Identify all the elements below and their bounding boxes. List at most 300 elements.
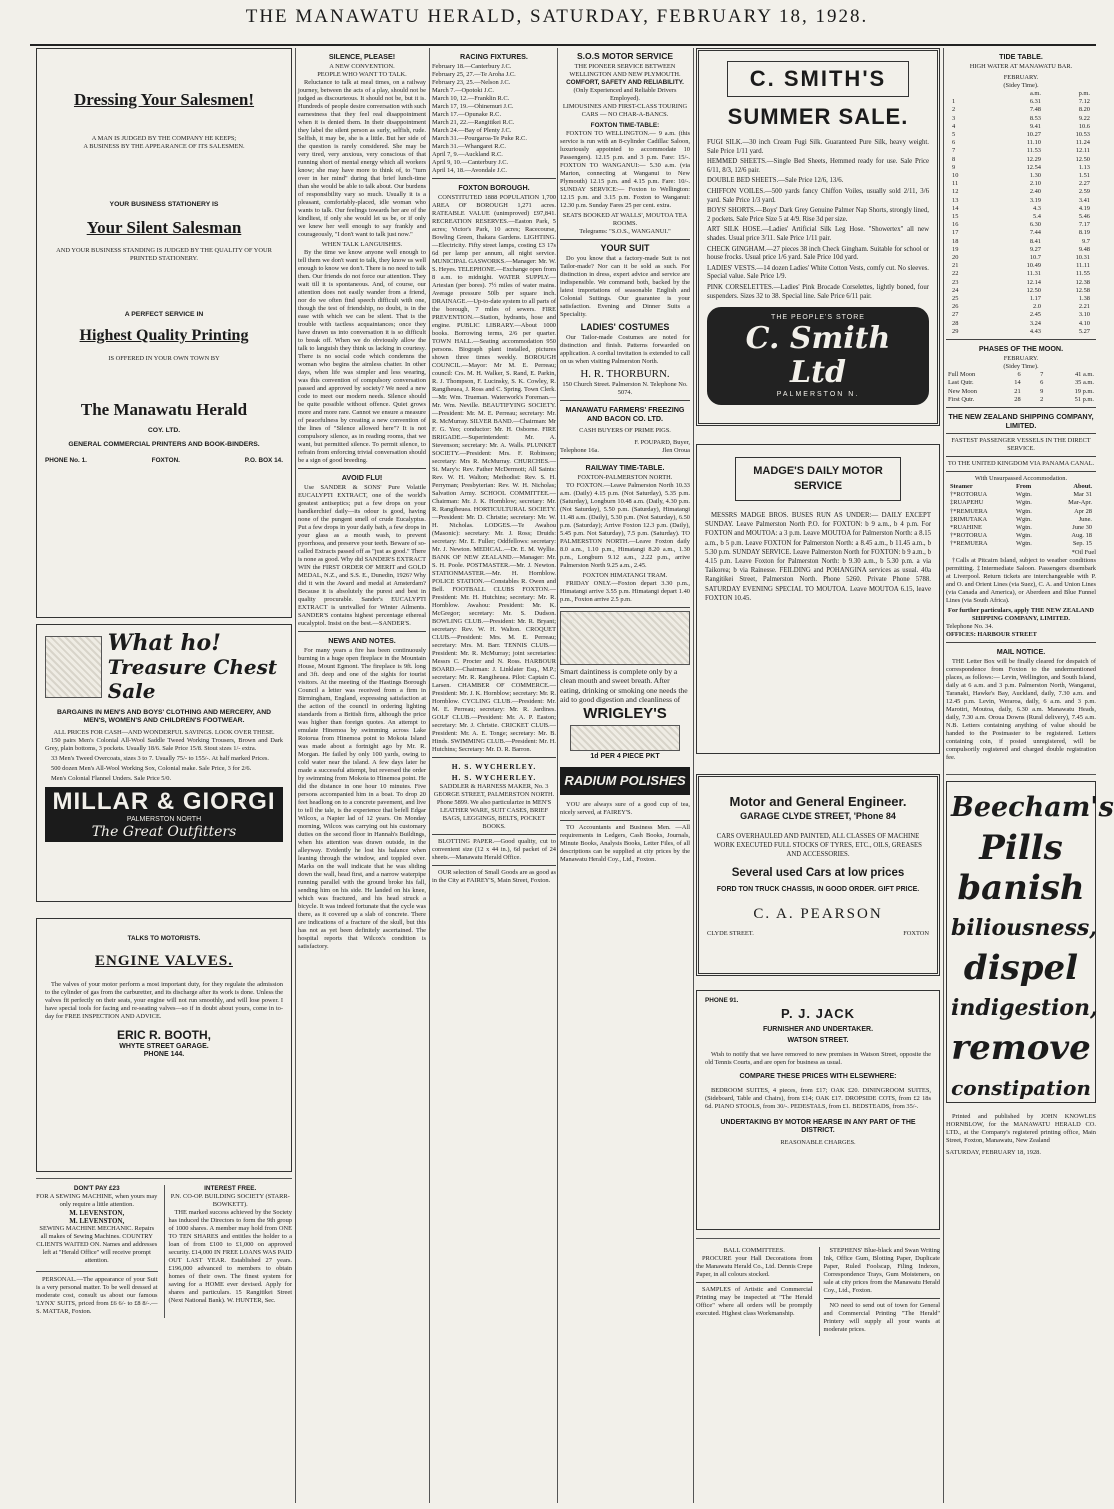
classified-stephens [819, 1247, 941, 1336]
borough-headline: FOXTON BOROUGH. [458, 183, 530, 192]
tide-row [952, 131, 1090, 139]
moon-phase: Full Moon [948, 371, 976, 379]
tide-day: 20 [952, 254, 959, 262]
ad-text: YOUR BUSINESS STATIONERY IS [109, 201, 219, 208]
tide-day: 21 [952, 262, 959, 270]
freezing-text: CASH BUYERS OF PRIME PIGS. [579, 427, 671, 434]
shipping-steamer: *RUAHINE [950, 523, 982, 531]
ad-text: CARS OVERHAULED AND PAINTED, ALL CLASSES OF MACHINE WORK EXECUTED FULL STOCKS OF TYRES, ETC., OILS, GREASES AND ACCESSORIES. [714, 833, 922, 858]
ad-headline: SUMMER SALE. [727, 104, 909, 129]
moon-hour: 7 [1040, 371, 1044, 379]
freezing-phone: Telephone 16a. [560, 447, 599, 454]
tide-day: 2 [952, 106, 956, 114]
millar-giorgi-logo [45, 787, 283, 842]
tide-am: 7.44 [1029, 229, 1041, 237]
shipping-steamer: †*REMUERA [950, 507, 988, 515]
tide-day: 19 [952, 245, 959, 253]
column-rule [429, 48, 430, 1503]
tide-headline: TIDE TABLE. [999, 52, 1043, 61]
shipping-date: Sep. 15 [1072, 540, 1092, 548]
tide-pm: 4.19 [1078, 204, 1090, 212]
tide-am: 1.17 [1029, 295, 1041, 303]
ad-headline: What ho! [107, 630, 221, 656]
shipping-row [950, 540, 1092, 548]
tide-day: 24 [952, 286, 959, 294]
tide-row [952, 311, 1090, 319]
tide-am: 5.4 [1033, 213, 1041, 221]
classified-text: STEPHENS' Blue-black and Swan Writing Ink, Office Gum, Blotting Paper, Duplicate Paper, Ruled Foolscap, Filing Indexes, Correspondence Trays, Gum Moisteners, on sale at city prices from the Manawatu Herald Coy., Ltd., Foxton. [823, 1247, 940, 1294]
tide-pm: 10.53 [1075, 131, 1090, 139]
tide-am: 10.27 [1026, 131, 1041, 139]
tide-day: 10 [952, 172, 959, 180]
logo-town: PALMERSTON N. [776, 391, 860, 399]
article-body: For many years a fire has been continuously burning in a huge open fireplace in the Mountain House, Mount Egmont. The fireplace is 9ft. long and 3ft. deep and one of the sights for tourist visitors. At the meeting of the Hastings Borough Council a letter was received from a firm in Birmingham, England, expressing satisfaction at the action of the council in ordering lighting standards from a British firm, although the price was higher than foreign quotes. An attempt to emulate Hinemoa by swimming across Lake Rotorua from Hinemoa point to Mokoia Island was made about a fortnight ago by Mr. R. Morgan. He failed by only 100 yards, owing to cold water near the island. A few days later he made a successful attempt, but reversed the order by swimming from Mokoia to Hinemoa point. He did the distance in one hour 10 minutes. Five persons accompanied him in a boat. To drop 20 feet headlong on to a concrete pavement, and live to tell the tale, is the experience that befell Edgar Wilcox, a Napier lad of 12 years. On Monday morning, Wilcox was carrying out his customary duties on the second floor in Hannah's Buildings, when his attention was drawn outside, in the alleyway. Evidently he lost his balance when leaning through the window, and toppled over. Marks on the wall indicate that he was sliding down the wall, head first, and a narrow waterpipe running parallel with the ground broke his fall, sending him on his side. He landed on his knee, which was fractured, and his head struck a bicycle. It was indeed fortunate that the cycle was there, as it covered up a slab of concrete. There are indications of a fracture of the skull, but this has not as yet been definitely ascertained. The hospital reports that Wilcox's condition is satisfactory. [298, 647, 426, 950]
classified-name: P.N. CO-OP. BUILDING SOCIETY (STARR-BOWKETT). [170, 1193, 290, 1208]
radium-logo: RADIUM POLISHES [560, 767, 690, 795]
tide-pm: 5.46 [1078, 213, 1090, 221]
shipping-from: Wgtn. [1016, 540, 1032, 548]
racing-fixture: March 21, 22.—Rangitikei R.C. [432, 119, 515, 126]
ad-subhead: UNDERTAKING BY MOTOR HEARSE IN ANY PART OF THE DISTRICT. [720, 1119, 916, 1134]
racing-fixture: February 18.—Canterbury J.C. [432, 63, 512, 70]
ad-text: REASONABLE CHARGES. [780, 1139, 856, 1146]
racing-list [432, 63, 556, 175]
sale-item: ART SILK HOSE.—Ladies' Artificial Silk Leg Hose. "Showertex" all new shades. Usual price 3/11. Sale Price 1/11 pair. [707, 226, 929, 242]
tide-row [952, 295, 1090, 303]
shipping-steamer: ‡RUAPEHU [950, 499, 984, 507]
tide-day: 25 [952, 295, 959, 303]
ad-headline: MADGE'S DAILY MOTOR SERVICE [735, 457, 901, 501]
shipping-from: Wgtn. [1016, 532, 1032, 540]
column-rule [295, 48, 296, 1503]
beecham-line: constipation [951, 1075, 1091, 1100]
tide-am: 2.10 [1029, 180, 1041, 188]
racing-fixture: March 24.—Bay of Plenty J.C. [432, 127, 512, 134]
racing-fixture: March 31.—Pourgaroa-Te Puke R.C. [432, 135, 527, 142]
racing-fixture: April 14, 18.—Avondale J.C. [432, 167, 507, 174]
tide-row [952, 213, 1090, 221]
tide-pm: 2.21 [1078, 303, 1090, 311]
tide-pm: 2.27 [1078, 180, 1090, 188]
tide-day: 9 [952, 163, 956, 171]
racing-fixture: March 10, 12.—Franklin R.C. [432, 95, 510, 102]
sos-text: COMFORT, SAFETY AND RELIABILITY. [566, 79, 684, 86]
sos-text: SEATS BOOKED AT WALLS', MOUTOA TEA ROOMS. [562, 212, 688, 227]
tide-row [952, 123, 1090, 131]
tide-row [952, 147, 1090, 155]
classified-text: BLOTTING PAPER.—Good quality, cut to convenient size (12 x 44 in.), 6d packet of 24 sheets.—Manawatu Herald Office. [432, 838, 556, 861]
tide-row [952, 205, 1090, 213]
shipping-headline: THE NEW ZEALAND SHIPPING COMPANY, LIMITED. [948, 411, 1094, 430]
ad-address: WHYTE STREET GARAGE. [119, 1043, 209, 1050]
beecham-line: indigestion, [951, 994, 1098, 1021]
tide-am: 3.24 [1029, 319, 1041, 327]
tide-pm: 1.38 [1078, 295, 1090, 303]
beecham-line: dispel [963, 947, 1079, 988]
shipping-steamer: †*ROTORUA [950, 491, 988, 499]
sale-item: FUGI SILK.—30 inch Cream Fugi Silk. Guaranteed Pure Silk, heavy weight. Sale Price 1/11 yard. [707, 139, 929, 155]
racing-fixture: April 9, 10.—Canterbury J.C. [432, 159, 509, 166]
tide-day: 7 [952, 147, 956, 155]
moon-phase: Last Qutr. [948, 379, 974, 387]
tide-row [952, 270, 1090, 278]
ad-text: ALL PRICES FOR CASH—AND WONDERFUL SAVINGS. LOOK OVER THESE. [53, 729, 275, 736]
tide-day: 18 [952, 237, 959, 245]
moon-min: 19 p.m. [1074, 387, 1094, 395]
classifieds [696, 1238, 940, 1336]
sos-text: (Only Experienced and Reliable Drivers Employed). [573, 87, 677, 102]
shipping-row [950, 508, 1092, 516]
pearson-engineer-ad [696, 774, 940, 976]
pj-jack-ad [696, 990, 940, 1230]
column-6 [946, 48, 1114, 1503]
tide-am: 12.50 [1026, 286, 1041, 294]
sos-timetable: FOXTON TO WELLINGTON.— 9 a.m. (this service is run with an 8-cylinder Cadillac Saloon, luxuriously appointed to accommodate 10 Passengers). 12.15 p.m. and 3 p.m. Fare: 15/-. FOXTON TO WANGANUI:— 5.30 a.m. (via Marton, connecting at Wanganui to New Plymouth) 12.15 p.m. and 4.15 p.m. Fare: 10/-. SUNDAY SERVICE:— Foxton to Wellington: 12.15 p.m. and 3.15 p.m. Foxton to Wanganui: 12.30 p.m. Sunday Fares 25 per cent. extra. [560, 130, 690, 209]
tide-pm: 11.11 [1076, 262, 1090, 270]
racing-fixture: April 7, 9.—Auckland R.C. [432, 151, 503, 158]
sale-item: PINK CORSELETTES.—Ladies' Pink Brocade Corselettes, lightly boned, four suspenders. Sizes 32 to 38. Special line. Sale Price 6/11 pair. [707, 283, 929, 300]
shipping-steamer: ‡RIMUTAKA [950, 515, 988, 523]
sale-item: CHIFFON VOILES.—500 yards fancy Chiffon Voiles, usually sold 2/11, 3/6 yard. Sale Price 1/3 yard. [707, 187, 929, 204]
classified-levenston [36, 1185, 158, 1318]
article-headline: AVOID FLU! [341, 473, 383, 482]
tide-day: 1 [952, 98, 956, 106]
tide-col-header [946, 90, 1096, 98]
tide-row [952, 188, 1090, 196]
ad-text: GENERAL COMMERCIAL PRINTERS AND BOOK-BINDERS. [68, 441, 260, 448]
tide-pm: 11.24 [1075, 139, 1090, 147]
ad-phone: PHONE 144. [143, 1051, 185, 1058]
ad-text: BEDROOM SUITES, 4 pieces, from £17; OAK £20. DININGROOM SUITES, (Sideboard, Table and Chairs), from £14; OAK £17. DROPSIDE COTS, from £2 18s 6d. PIANO STOOLS, from 30/-. PEDESTALS, from £1. BEDSTEADS, from 35/-. [705, 1087, 931, 1110]
tide-pm: 1.13 [1078, 163, 1090, 171]
shipping-row [950, 532, 1092, 540]
article-body: Reluctance to talk at meal times, on a railway journey, between the acts of a play, should not be judged as discourteous. It should not be, but it is. Hundreds of people desire conversation with such earnestness that they feel real disappointment when it is denied them. In their disappointment they label the silent person as surly, selfish, rude. Selfish, it may be, she is a little. But her side of the question is rarely considered. She may be very tired, very anxious, very conscious of that running short of mental energy which all workers know; she may have more to think of, to "turn over in her mind" during that brief lunch-time than she would be able to talk about. Our burdens of responsibility vary so much. Usually it is a pleasant, comfortably-placed, idle woman who wants to talk. Our feelings towards her are of the kindliest, if only she would let us be, or if only we knew her well enough to say frankly and courageously, "I don't want to talk just now." [298, 79, 426, 238]
shipping-text: With Unsurpassed Accommodation. [974, 474, 1068, 482]
ad-text: 500 dozen Men's All-Wool Working Sox, Colonial make. Sale Price, 3 for 2/6. [51, 765, 252, 772]
ad-text: A BUSINESS BY THE APPEARANCE OF ITS SALESMEN. [83, 143, 245, 150]
tide-am: 2.45 [1029, 311, 1041, 319]
moon-min: 51 p.m. [1074, 395, 1094, 403]
classified-text: YOU are always sure of a good cup of tea, nicely served, at FAIREY'S. [560, 800, 690, 816]
sos-text: THE PIONEER SERVICE BETWEEN WELLINGTON AND NEW PLYMOUTH. [569, 63, 681, 78]
tide-pm: 12.58 [1075, 286, 1090, 294]
ad-subhead: BARGAINS IN MEN'S AND BOYS' CLOTHING AND MERCERY, AND MEN'S, WOMEN'S AND CHILDREN'S FOOTWEAR. [56, 709, 272, 724]
ad-text: 150 pairs Men's Colonial All-Wool Saddle Tweed Working Trousers, Brown and Dark Grey, plain bottoms, 3 pockets. Usually 18/6. Sale Price 15/8. Stout sizes 1/- extra. [45, 737, 283, 752]
shipping-note: *Oil Fuel [1071, 548, 1096, 556]
ad-name: ERIC R. BOOTH, [116, 1028, 211, 1042]
tide-day: 12 [952, 188, 959, 196]
tide-am: 9.41 [1029, 122, 1041, 130]
sos-text: Telegrams: "S.O.S., WANGANUI." [579, 228, 671, 235]
logo-text: MILLAR & GIORGI [52, 788, 276, 815]
classified-text: TO Accountants and Business Men. —All requirements in Ledgers, Cash Books, Journals, Minute Books, Analysis Books, Letter Files, of all descriptions can be supplied at city prices by the Manawatu Herald Coy., Ltd., Foxton. [560, 823, 690, 863]
shipping-route: TO THE UNITED KINGDOM VIA PANAMA CANAL. [947, 459, 1095, 467]
ad-name: H. S. WYCHERLEY. [451, 773, 537, 782]
tram-timetable: FRIDAY ONLY.—Foxton depart 3.30 p.m., Himatangi arrive 3.55 p.m. Himatangi depart 1.40 p.m., Foxton arrive 2.5 p.m. [560, 580, 690, 603]
tide-pm: 3.10 [1078, 311, 1090, 319]
tide-pm: 12.11 [1075, 147, 1090, 155]
ad-town: FOXTON. [151, 457, 180, 464]
logo-text: C. Smith Ltd [745, 321, 891, 391]
shipping-subhead: FASTEST PASSENGER VESSELS IN THE DIRECT SERVICE. [951, 436, 1091, 452]
ladies-text: Our Tailor-made Costumes are noted for distinction and finish. Patterns forwarded on application. A cordial invitation is extended to call on us when visiting Palmerston North. [560, 334, 690, 365]
tide-am: 9.27 [1029, 245, 1041, 253]
ad-headline: Treasure Chest Sale [107, 655, 278, 703]
tide-am: 8.41 [1029, 237, 1041, 245]
classified-text: FOR A SEWING MACHINE, when yours may only require a little attention. [36, 1193, 158, 1208]
herald-printing-ad [36, 48, 292, 618]
tide-am: 10.49 [1026, 262, 1041, 270]
beecham-line: biliousness, [951, 914, 1097, 941]
moon-day: 21 [1014, 387, 1021, 395]
shipping-date: Aug. 18 [1071, 532, 1092, 540]
ad-phone: PHONE No. 1. [45, 457, 87, 464]
tide-col-pm: p.m. [1078, 90, 1090, 97]
moon-table [946, 371, 1096, 404]
tide-row [952, 180, 1090, 188]
ad-text: The valves of your motor perform a most important duty, for they regulate the admission to the cylinder of gas from the carburetter, and its discharge after its work is done. Unless the valves fit perfectly on their seats, your engine will not run smoothly, and will lose power. I have special tools for facing and re-seating valves—so if in doubt about yours, come in to-day for FREE INSPECTION AND ADVICE. [45, 981, 283, 1020]
sos-text: LIMOUSINES AND FIRST-CLASS TOURING CARS — NO CHAR-A-BANCS. [562, 103, 688, 118]
tide-table [946, 98, 1096, 336]
shipping-from: Wgtn. [1016, 499, 1032, 507]
freezing-headline: MANAWATU FARMERS' FREEZING AND BACON CO. LTD. [565, 405, 685, 423]
suit-headline: YOUR SUIT [600, 243, 650, 253]
shipping-office: OFFICES: HARBOUR STREET [946, 630, 1037, 638]
moon-min: 35 a.m. [1074, 379, 1094, 387]
ad-headline: Your Silent Salesman [86, 218, 242, 237]
tide-row [952, 115, 1090, 123]
ad-subhead: COMPARE THESE PRICES WITH ELSEWHERE: [739, 1073, 897, 1080]
masthead-title: THE MANAWATU HERALD, SATURDAY, FEBRUARY 18, 1928. [245, 6, 869, 27]
shipping-steamer: †*ROTORUA [950, 532, 988, 540]
ad-headline: Motor and General Engineer. [729, 794, 907, 809]
shipping-apply: For further particulars, apply THE NEW ZEALAND SHIPPING COMPANY, LIMITED. [948, 606, 1094, 622]
tide-day: 4 [952, 122, 956, 130]
ad-text: FORD TON TRUCK CHASSIS, IN GOOD ORDER. GIFT PRICE. [716, 886, 920, 893]
classified-title: DON'T PAY £23 [73, 1185, 120, 1192]
ladies-headline: LADIES' COSTUMES [580, 322, 670, 332]
tide-pm: 5.27 [1078, 327, 1090, 335]
wrigley-pack-illustration [570, 725, 680, 751]
shipping-row [950, 499, 1092, 507]
moon-row [948, 379, 1094, 387]
tide-am: 11.31 [1026, 270, 1041, 278]
beecham-line: remove [951, 1027, 1091, 1068]
tide-am: 11.53 [1026, 147, 1041, 155]
tide-day: 6 [952, 139, 956, 147]
ad-headline: ENGINE VALVES. [95, 953, 233, 969]
ad-banner [45, 631, 283, 703]
ad-text: MESSRS MADGE BROS. BUSES RUN AS UNDER:— DAILY EXCEPT SUNDAY. Leave Palmerston North P.O. for FOXTON: b 9 a.m., b 4 p.m. For FOXTON and MOUTOA: a 3 p.m. Leave MOUTOA for Palmerston North: a 8.15 a.m., b 5 p.m. Leave FOXTON for Palmerston North: a 8.45 a.m., b 11.45 a.m., b 5.30 p.m. SUNDAY SERVICE. Leave Palmerston North for FOXTON: b 9 a.m., b 4.15 p.m. Leave Foxton for Palmerston North: b 9.30 a.m., b 5.30 p.m. a via Taikorea; b via Rainesse. FEILDING and POHANGINA services as usual. 40a Rangitikei Street, Palmerston North. Phone 5260. Private Phone 5788. SATURDAY EVENING SPECIAL TO MOUTOA. Leave MOUTOA 6.15, leave FOXTON 10.45. [705, 512, 931, 602]
tide-row [952, 287, 1090, 295]
tide-note: (Sidey Time). [1003, 82, 1039, 89]
ad-text: A MAN IS JUDGED BY THE COMPANY HE KEEPS; [91, 135, 237, 142]
racing-fixture: March 7.—Opotoki J.C. [432, 87, 494, 94]
engine-valves-ad [36, 918, 292, 1172]
moon-headline: PHASES OF THE MOON. [978, 344, 1064, 354]
ad-text: Men's Colonial Flannel Unders. Sale Price 5/0. [51, 775, 172, 782]
article-headline: SILENCE, PLEASE! [328, 52, 396, 61]
imprint: Printed and published by JOHN KNOWLES HORNBLOW, for the MANAWATU HERALD CO. LTD., at the Company's registered printing office, Main Street, Foxton, Manawatu, New Zealand [946, 1112, 1096, 1144]
sos-headline: S.O.S MOTOR SERVICE [576, 51, 674, 61]
shipping-date: June. [1078, 515, 1092, 523]
moon-hour: 2 [1040, 395, 1044, 403]
tide-row [952, 221, 1090, 229]
shipping-from: Wgtn. [1016, 523, 1032, 531]
tide-col-am: a.m. [1029, 90, 1041, 97]
ad-text: A PERFECT SERVICE IN [124, 311, 204, 318]
ad-text: 33 Men's Tweed Overcoats, sizes 3 to 7. Usually 75/- to 155/-. At half marked Prices. [51, 755, 270, 762]
ad-headline: C. SMITH'S [727, 61, 909, 97]
classified-title: BALL COMMITTEES. [723, 1247, 785, 1254]
shipping-date: Mar-Apr. [1068, 499, 1092, 507]
tide-pm: 4.10 [1078, 319, 1090, 327]
tide-day: 29 [952, 327, 959, 335]
freezing-text: F. POUPARD, Buyer, [634, 439, 690, 446]
ad-name: P. J. JACK [780, 1006, 856, 1021]
racing-fixture: March 17.—Opunake R.C. [432, 111, 502, 118]
classifieds [36, 1178, 292, 1318]
wrigley-price: 1d PER 4 PIECE PKT [590, 752, 660, 760]
shipping-col-from: From [1016, 482, 1032, 490]
tide-pm: 2.59 [1078, 188, 1090, 196]
moon-row [948, 396, 1094, 404]
mail-text: THE Letter Box will be finally cleared for despatch of correspondence from Foxton to the undermentioned places, as follows:— Levin, Wellington, and South Island, daily at 6 a.m. and 3 p.m. Palmerston North, Wanganui, Taranaki, Hawke's Bay, Auckland, daily, 7.30 a.m. and 12.45 p.m. Levin, Weraroa, daily, 6 a.m. and 3 p.m. Marotiri, Moutoa, daily, 6.30 a.m. Manawatu Heads, daily, 7.30 a.m. Oroua Downs (Rural delivery), 7.45 a.m. N.B. Letters containing anything of value should be handed to the Postmaster to be registered. Letters containing coin, if posted unregistered, will be compulsorily registered and charged double registration fee. [946, 657, 1096, 761]
classified-text: OUR selection of Small Goods are as good as in the City at FAIREY'S, Main Street, Foxton. [432, 869, 556, 884]
shipping-col-header [946, 483, 1096, 491]
ad-name: H. S. WYCHERLEY. [451, 762, 537, 771]
smith-logo [707, 307, 929, 405]
tide-am: 1.30 [1029, 172, 1041, 180]
tide-row [952, 303, 1090, 311]
classified-title: INTEREST FREE. [204, 1185, 257, 1192]
railway-timetable: TO FOXTON.—Leave Palmerston North 10.33 a.m. (Daily) 4.15 p.m. (Not Saturday), 5.35 p.m. (Saturday), Longburn 10.48 a.m. (Daily, 4.30 p.m. (Not Saturday), 5.50 p.m. (Saturday), Himatangi 11.48 a.m. (Daily), 5.30 p.m. (Not Saturday), 6.50 p.m. (Saturday); Arrive Foxton 12.3 p.m. (Daily), 5.45 p.m. Not Saturday), 7.5 p.m. (Saturday). TO PALMERSTON NORTH.—Leave Foxton daily 8.0 a.m., 1.10 p.m., Himatangi 8.20 a.m., 1.30 p.m., Longburn 9.12 a.m., 2.22 p.m., arrive Palmerston North 9.25 a.m., 2.45. [560, 482, 690, 569]
article-subhead: A NEW CONVENTION. [329, 63, 395, 70]
sos-text: FOXTON TIME-TABLE: [590, 122, 660, 129]
tide-row [952, 229, 1090, 237]
tide-month: FEBRUARY. [1003, 74, 1039, 81]
shipping-date: Mar 31 [1073, 491, 1092, 499]
ad-box: P.O. BOX 14. [244, 457, 283, 464]
ad-text: AND YOUR BUSINESS STANDING IS JUDGED BY THE QUALITY OF YOUR PRINTED STATIONERY. [56, 247, 272, 262]
shipping-col-about: About. [1073, 482, 1092, 490]
article-subhead: PEOPLE WHO WANT TO TALK. [317, 71, 407, 78]
tide-pm: 8.20 [1078, 106, 1090, 114]
mail-headline: MAIL NOTICE. [996, 646, 1046, 656]
wrigley-text: Smart daintiness is complete only by a clean mouth and sweet breath. After eating, drinking or smoking one needs the aid to good digestion and cleanliness of [560, 667, 688, 705]
shipping-row [950, 491, 1092, 499]
column-rule [557, 48, 558, 1503]
tide-am: 10.7 [1029, 254, 1041, 262]
tide-day: 27 [952, 311, 959, 319]
tide-pm: 3.41 [1078, 196, 1090, 204]
tide-pm: 9.48 [1078, 245, 1090, 253]
tide-row [952, 164, 1090, 172]
classified-text: PERSONAL.—The appearance of your Suit is a very personal matter. To be well dressed at moderate cost, consult us about our famous 'LYNX' SUITS, priced from £6 6/- to £8 8/-.—S. MATTAR, Foxton. [36, 1276, 158, 1315]
tide-pm: 7.12 [1078, 98, 1090, 106]
shipping-date: June 30 [1072, 523, 1092, 531]
tide-pm: 12.50 [1075, 155, 1090, 163]
shipping-table [946, 491, 1096, 548]
shipping-from: Wgtn. [1016, 491, 1032, 499]
sale-item: DOUBLE BED SHEETS.—Sale Price 12/6, 13/6. [707, 177, 844, 185]
tide-am: 7.48 [1029, 106, 1041, 114]
tide-day: 22 [952, 270, 959, 278]
ad-headline: Highest Quality Printing [79, 327, 249, 344]
borough-directory: CONSTITUTED 1888 POPULATION 1,700 AREA OF BOROUGH 1,271 acres. RATEABLE VALUE (unimproved) £97,841. RECREATION RESERVES.—Easton Park, 5 acres; Victor's Park, 10 acres; Racecourse, Bowling Green, Ihakara Gardens. LIGHTING.—Electricity. Fifty street lamps, costing £3 17s 6d per lamp per annum, all night service. MUNICIPAL GASWORKS.—Manager: Mr. W. S. Heyes. TELEPHONE.—Exchange open from 8 a.m. to midnight. WATER SUPPLY.—Artesian (per bores). 7½ miles of water mains. Average pressure 50lb per square inch. DRAINAGE.—Up-to-date system to all parts of the borough, 7 miles of sewers. FIRE PREVENTION.—Station, hydrants, hose and engine. PUBLIC LIBRARY.—About 1000 books. Borrowing terms, 2/6 per quarter. TOWN HALL.—Seating accommodation 950 persons. Biograph plant installed, pictures shown three times weekly. BOROUGH COUNCIL.—Mayor: Mr M. E. Perreau; council: Crs. M. H. Walker, S. Rand, E. Parkin, R. J. Thompson, F. Lucinsky, S. K. Cowley, R. Rangiheuea, J. Ross and C. Spring. Town Clerk.—Mr. Wm. Trueman. Waterwork's Foreman.—Mr. Wm. Neville. BEAUTIFYING SOCIETY.—President: Mr. M. E. Perreau; secretary: Mr. R. McMurray. SILVER BAND.—Chairman: Mr F. G. Yeo; conductor: Mr. H. Osborne. FIRE BRIGADE.—Superintendent: Mr. A. Stevenson; secretary: Mr. A. Walls. PLUNKET SOCIETY.—President: Mrs. F. Robinson; secretary: Mrs R. McMurray. CHURCHES.—St. Mary's: Rev. Father McDermott; All Saints: Rev. W. H. Walton; Methodist: Rev. S. H. Perryman; Presbyterian: Rev. W. H. Nicholas; Salvation Army. SCHOOL COMMITTEE.—Chairman: Mr. J. K. Hornblow; secretary: Mr. R. Rangiheuea. HORTICULTURAL SOCIETY.—President: Mr. D. Christie; secretary: Mr. W. H. Nicholas. LODGES.—Te Awahou (Masonic): secretary: Mr. J. Ross; Druids: secretary: Mr. E. Fuller; Oddfellows: secretary: Mr. J. Newton. MEDICAL.—Dr. E. M. Wyllie. BANK OF NEW ZEALAND.—Manager: Mr. S. H. Poole. POSTMASTER.—Mr. J. Newton. STATIONMASTER.—Mr. H. Hornblow. POLICE STATION.—Constables R. Owen and Bell. FOOTBALL CLUBS FOXTON.—President: Mr. H. Hutchins; secretary: Mr. R. Hornblow. Awahou: President: Mr. K. McGregor; secretary: Mr. S. Dudson. BOWLING CLUB.—President: Mr. R. Bryant; secretary: Rev. W. H. Walton. CROQUET CLUB.—President: Mrs. M. E. Perreau; secretary: Mrs. M. Barr. TENNIS CLUB.—President: Mr. R. McMurray; joint secretaries: Messrs C. Procter and N. Ross. HARBOUR BOARD.—Chairman: J. Linklater Esq., M.P.; secretary: Mr. R. Rangiheuea. Pilot: Captain C. Larsen. CHAMBER OF COMMERCE.—President: Mr. J. K. Hornblow; secretary: Mr. R. Hornblow. CYCLING CLUB.—President: Mr. M. E. Perreau; secretary: Mr. R. Jardines. GOLF CLUB.—President: Mr. A. P. Easton; secretary: Mr. J. Christie. CRICKET CLUB.—President: Mr. A. E. Tonge; secretary: Mr. B. Hinds. SWIMMING CLUB.—President: Mr. H. Hutchins; Secretary: Mr. D. R. Barron. [432, 194, 556, 753]
tide-row [952, 197, 1090, 205]
column-1 [36, 48, 292, 1503]
racing-fixture: March 17, 19.—Ohinemuri J.C. [432, 103, 514, 110]
ad-phone: PHONE 91. [705, 997, 739, 1004]
tram-subhead: FOXTON HIMATANGI TRAM. [582, 572, 668, 579]
logo-sub: PALMERSTON NORTH [126, 816, 202, 823]
tide-am: 12.54 [1026, 163, 1041, 171]
tide-am: 6.30 [1029, 221, 1041, 229]
classified-text: SEWING MACHINE MECHANIC. Repairs all makes of Sewing Machines. COUNTRY CLIENTS WAITED ON. Names and addresses left at "Herald Office" will receive prompt attention. [36, 1225, 158, 1264]
ad-town: FOXTON [903, 930, 929, 937]
tide-subhead: HIGH WATER AT MANAWATU BAR. [969, 63, 1073, 70]
tide-row [952, 238, 1090, 246]
sale-item: HEMMED SHEETS.—Single Bed Sheets, Hemmed ready for use. Sale Price 6/11, 8/3, 12/6 pair. [707, 158, 929, 174]
logo-tag: The Great Outfitters [91, 824, 237, 840]
article-headline: NEWS AND NOTES. [328, 636, 396, 645]
classified-text: NO need to send out of town for General and Commercial Printing "The Herald" Printery will supply all your wants at moderate prices. [823, 1302, 940, 1333]
tide-pm: 8.19 [1078, 229, 1090, 237]
ad-name: C. A. PEARSON [753, 906, 883, 922]
tide-day: 14 [952, 204, 959, 212]
railway-subhead: FOXTON-PALMERSTON NORTH. [577, 474, 673, 481]
shipping-from: Wgtn. [1016, 507, 1032, 515]
moon-phase: First Qutr. [948, 395, 975, 403]
racing-fixture: February 23, 25.—Nelson J.C. [432, 79, 511, 86]
racing-fixture: February 25, 27.—Te Aroha J.C. [432, 71, 516, 78]
tide-row [952, 156, 1090, 164]
tide-row [952, 139, 1090, 147]
tide-am: 12.14 [1026, 278, 1041, 286]
tide-day: 11 [952, 180, 959, 188]
shipping-notes: †Calls at Pitcairn Island, subject to weather conditions permitting. ‡Intermediate Saloon. Passengers disembark at Liverpool. Return tickets are interchangeable with P. and O. and Orient Lines (via Suez), C. A. and Union Lines (via Canada and America), or Aberdeen and Blue Funnel Lines (via South Africa). [946, 556, 1096, 604]
ad-footer [707, 930, 929, 938]
sale-item: BOYS' SHORTS.—Boys' Dark Grey Genuine Palmer Nap Shorts, strongly lined, 2 pockets. Sale Price Size 5 at 4/9. Rise 3d per size. [707, 207, 929, 223]
ad-highlight: Several used Cars at low prices [731, 867, 905, 879]
treasure-chest-illustration [45, 636, 102, 698]
beecham-line: Beecham's [951, 791, 1114, 823]
tide-day: 28 [952, 319, 959, 327]
tide-day: 13 [952, 196, 959, 204]
tide-row [952, 328, 1090, 336]
ad-street: CLYDE STREET. [707, 930, 754, 937]
ad-name: H. R. THORBURN. [580, 368, 670, 380]
beecham-pills-ad [946, 781, 1114, 1103]
ad-trade: FURNISHER AND UNDERTAKER. [762, 1026, 874, 1033]
ad-text: SADDLER & HARNESS MAKER, No. 3 GEORGE STREET, PALMERSTON NORTH. Phone 5899. We also particularize in MEN'S LEATHER WARE, SUIT CASES, BRIEF BAGS, LEGGINGS, BELTS, POCKET BOOKS. [433, 783, 555, 830]
masthead-rule [30, 44, 1096, 46]
beecham-text [951, 788, 1114, 1108]
tide-day: 26 [952, 303, 959, 311]
tide-pm: 10.6 [1078, 122, 1090, 130]
tide-row [952, 98, 1090, 106]
classified-text: SAMPLES of Artistic and Commercial Printing may be inspected at "The Herald Office" where all orders will be promptly executed. Highest class Workmanship. [696, 1286, 813, 1317]
tide-row [952, 106, 1090, 114]
tide-day: 3 [952, 114, 956, 122]
tide-pm: 9.7 [1082, 237, 1090, 245]
tide-pm: 11.55 [1075, 270, 1090, 278]
tide-row [952, 320, 1090, 328]
shipping-row [950, 516, 1092, 524]
logo-banner: THE PEOPLE'S STORE [771, 314, 865, 322]
tide-day: 8 [952, 155, 956, 163]
